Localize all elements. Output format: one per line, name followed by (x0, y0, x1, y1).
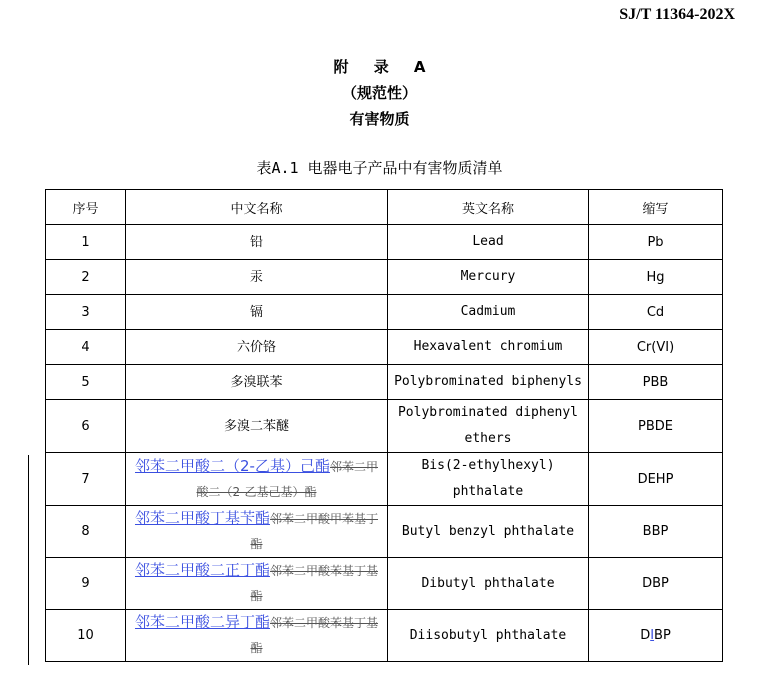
cell-en-name: Hexavalent chromium (388, 330, 589, 365)
table-row (46, 453, 723, 506)
en-name-line: Bis(2-ethylhexyl) (421, 458, 555, 473)
cell-en-name: Diisobutyl phthalate (388, 610, 589, 662)
table-row (46, 295, 723, 330)
hazardous-substances-table (45, 189, 723, 662)
revision-deleted-text: 邻苯二甲酸苯基丁基酯 (250, 616, 379, 655)
header-abbr: 缩写 (589, 190, 723, 225)
table-row (46, 260, 723, 295)
revision-inserted-text: 邻苯二甲酸二异丁酯 (134, 613, 270, 631)
cell-abbr: Cr(VI) (589, 330, 723, 365)
table-row (46, 610, 723, 662)
cell-no: 1 (46, 225, 126, 260)
cell-zh-name: 六价铬 (126, 330, 388, 365)
header-zh-name: 中文名称 (126, 190, 388, 225)
revision-change-bar (28, 455, 29, 665)
cell-en-name: Dibutyl phthalate (388, 558, 589, 610)
revision-inserted-text: 邻苯二甲酸二正丁酯 (134, 561, 270, 579)
table-row (46, 330, 723, 365)
cell-no: 9 (46, 558, 126, 610)
cell-abbr: DBP (589, 558, 723, 610)
cell-no: 10 (46, 610, 126, 662)
revision-inserted-text: 邻苯二甲酸二（2-乙基）己酯 (135, 456, 330, 475)
cell-abbr: PBDE (589, 400, 723, 453)
cell-en-name: Polybrominated biphenyls (388, 365, 589, 400)
cell-zh-name: 多溴二苯醚 (126, 400, 388, 453)
standard-code: SJ/T 11364-202X (619, 6, 735, 23)
appendix-nature: （规范性） (341, 84, 417, 102)
cell-abbr (589, 610, 723, 662)
revision-inserted-letter: I (650, 628, 655, 643)
cell-en-name (388, 453, 589, 506)
revision-deleted-text: 邻苯二甲酸甲苯基丁酯 (250, 512, 379, 551)
cell-en-name: Cadmium (388, 295, 589, 330)
en-name-line: ethers (464, 431, 512, 446)
cell-en-name: Butyl benzyl phthalate (388, 506, 589, 558)
revision-deleted-text: 邻苯二甲酸二（2-乙基己基）酯 (196, 459, 378, 499)
cell-no: 3 (46, 295, 126, 330)
cell-abbr: Pb (589, 225, 723, 260)
cell-zh-name: 汞 (126, 260, 388, 295)
cell-en-name (388, 400, 589, 453)
cell-no: 8 (46, 506, 126, 558)
cell-zh-name (126, 453, 388, 506)
header-en-name: 英文名称 (388, 190, 589, 225)
en-name-line: phthalate (452, 484, 524, 499)
appendix-title: 附 录 A (333, 58, 436, 76)
appendix-subject: 有害物质 (349, 110, 410, 128)
table-row (46, 365, 723, 400)
abbr-prefix: D (640, 628, 651, 643)
table-row (46, 400, 723, 453)
table-caption: 表A.1 电器电子产品中有害物质清单 (256, 159, 503, 177)
cell-no: 6 (46, 400, 126, 453)
revision-deleted-text: 邻苯二甲酸苯基丁基酯 (250, 564, 379, 603)
cell-en-name: Mercury (388, 260, 589, 295)
revision-inserted-text: 邻苯二甲酸丁基苄酯 (134, 509, 270, 527)
cell-abbr: BBP (589, 506, 723, 558)
abbr-suffix: BP (654, 628, 671, 643)
cell-zh-name (126, 506, 388, 558)
cell-no: 5 (46, 365, 126, 400)
cell-en-name: Lead (388, 225, 589, 260)
cell-zh-name (126, 558, 388, 610)
cell-abbr: Hg (589, 260, 723, 295)
table-row (46, 506, 723, 558)
cell-zh-name: 多溴联苯 (126, 365, 388, 400)
cell-zh-name: 铅 (126, 225, 388, 260)
cell-zh-name (126, 610, 388, 662)
cell-no: 7 (46, 453, 126, 506)
table-row (46, 558, 723, 610)
table-row (46, 225, 723, 260)
appendix-headings (0, 54, 759, 132)
cell-abbr: DEHP (589, 453, 723, 506)
cell-zh-name: 镉 (126, 295, 388, 330)
en-name-line: Polybrominated diphenyl (397, 405, 578, 420)
cell-abbr: Cd (589, 295, 723, 330)
table-header-row (46, 190, 723, 225)
header-no: 序号 (46, 190, 126, 225)
cell-no: 4 (46, 330, 126, 365)
cell-no: 2 (46, 260, 126, 295)
cell-abbr: PBB (589, 365, 723, 400)
